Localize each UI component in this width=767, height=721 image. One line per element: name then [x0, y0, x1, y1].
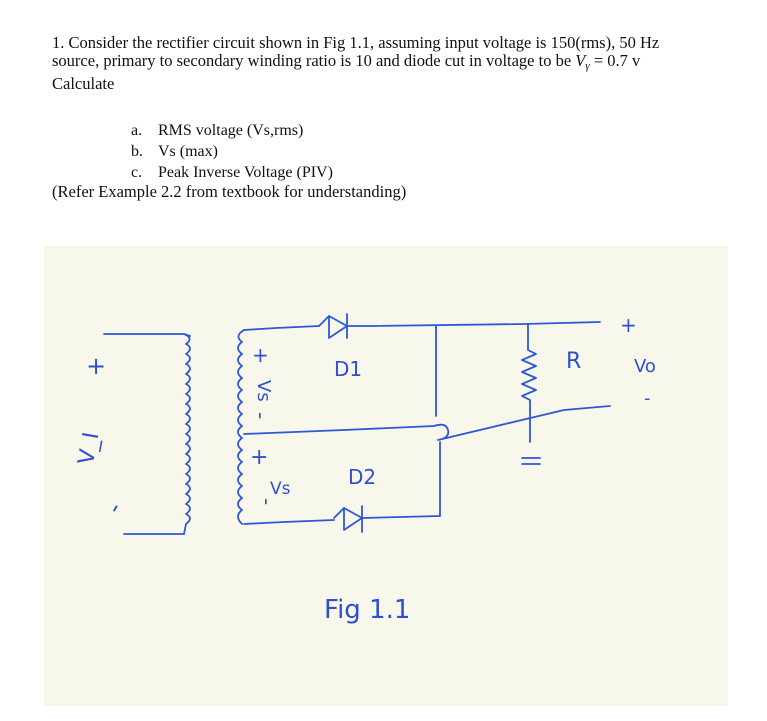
vs-top-label: Vs: [253, 380, 274, 402]
problem-line-3: Calculate: [52, 74, 115, 93]
problem-line-1: 1. Consider the rectifier circuit shown in Fig 1.1, assuming input voltage is 150(rms), 50 Hz: [52, 33, 660, 52]
refer-note: (Refer Example 2.2 from textbook for understanding): [52, 182, 407, 201]
vs-bottom-label: Vs: [270, 479, 291, 499]
vs-bottom-plus-label: +: [250, 445, 269, 470]
part-c: [131, 162, 333, 183]
circuit-labels: [44, 246, 728, 706]
vs-bottom-minus-label: -: [255, 498, 279, 506]
part-letter: b.: [131, 143, 143, 160]
figure-caption: Fig 1.1: [324, 595, 411, 625]
vgamma-symbol: V: [575, 51, 586, 70]
part-letter: c.: [131, 164, 143, 181]
vi-plus-label: +: [86, 352, 107, 380]
problem-line-2-text: source, primary to secondary winding ratio is 10 and diode cut in voltage to be: [52, 51, 576, 70]
vs-top-plus-label: +: [252, 343, 269, 367]
vo-minus-label: -: [644, 388, 651, 409]
part-text: RMS voltage (Vs,rms): [158, 122, 304, 139]
vo-label: Vo: [634, 356, 656, 377]
resistor-label: R: [566, 349, 582, 374]
vi-minus-label: -: [99, 496, 129, 519]
part-text: Peak Inverse Voltage (PIV): [158, 164, 333, 181]
part-letter: a.: [131, 122, 143, 139]
d2-label: D2: [348, 465, 377, 489]
question-parts: [131, 120, 333, 183]
vgamma-value: = 0.7 v: [589, 51, 641, 70]
part-text: Vs (max): [158, 143, 218, 160]
vgamma-subscript: γ: [585, 60, 590, 72]
circuit-figure: [44, 246, 728, 706]
vs-top-minus-label: -: [249, 412, 273, 420]
d1-label: D1: [334, 357, 363, 381]
vo-plus-label: +: [620, 313, 637, 337]
vi-label: V_I: [74, 430, 105, 467]
problem-statement: [52, 34, 752, 93]
part-b: [131, 141, 333, 162]
problem-line-2: [52, 52, 752, 75]
part-a: [131, 120, 333, 141]
